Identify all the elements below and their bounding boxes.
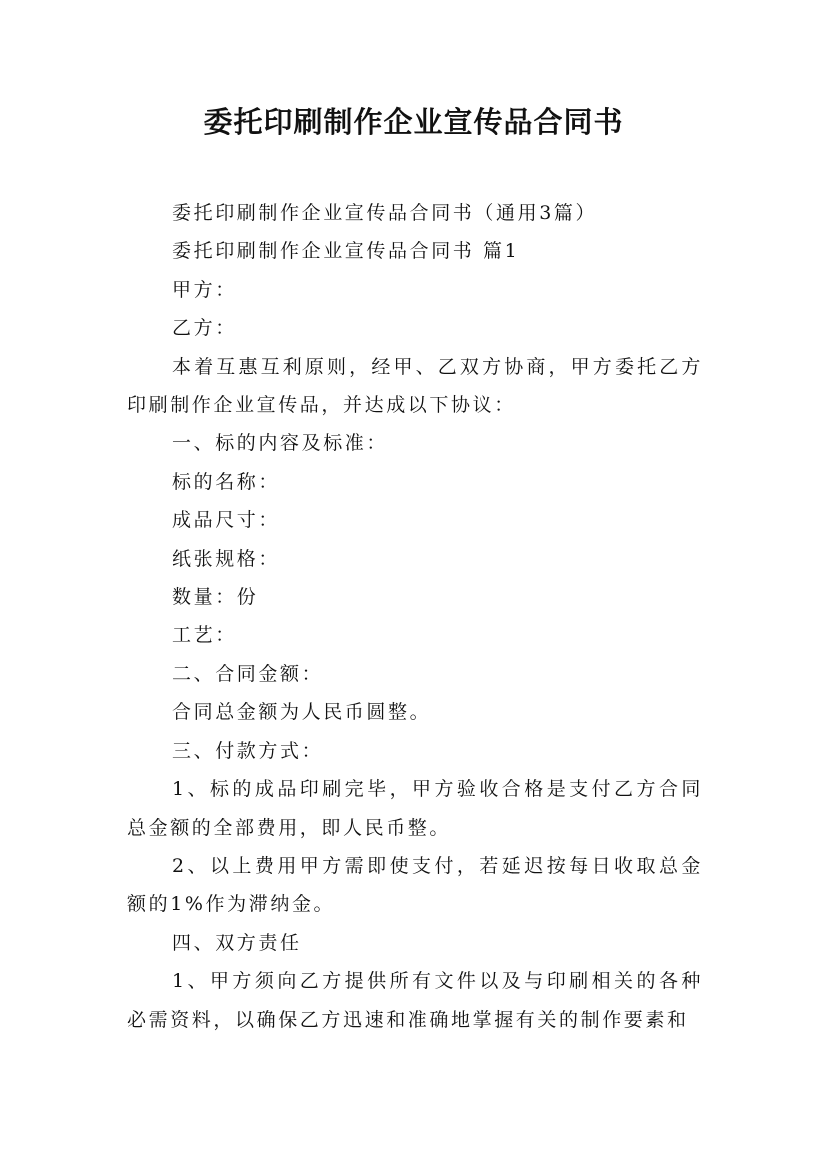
paragraph-clause-3-heading: 三、付款方式：: [172, 739, 324, 762]
paragraph-payment-1: 1、标的成品印刷完毕，甲方验收合格是支付乙方合同总金额的全部费用，即人民币整。: [127, 778, 703, 839]
paragraph-item-name: 标的名称：: [172, 470, 281, 493]
paragraph-party-a: 甲方：: [172, 278, 237, 301]
paragraph-responsibility-1: 1、甲方须向乙方提供所有文件以及与印刷相关的各种必需资料，以确保乙方迅速和准确地掌握有关的制作要素和: [127, 970, 703, 1031]
document-title: 委托印刷制作企业宣传品合同书: [203, 105, 624, 139]
document-body: [127, 194, 703, 1039]
paragraph-contract-amount: 合同总金额为人民币圆整。: [172, 701, 432, 724]
paragraph-section-heading: 委托印刷制作企业宣传品合同书 篇1: [172, 240, 520, 263]
paragraph-payment-2: 2、以上费用甲方需即使支付，若延迟按每日收取总金额的1%作为滞纳金。: [127, 854, 703, 916]
paragraph-item-quantity: 数量：份: [172, 586, 259, 609]
paragraph-party-b: 乙方：: [172, 317, 237, 340]
paragraph-clause-2-heading: 二、合同金额：: [172, 662, 324, 685]
paragraph-item-process: 工艺：: [172, 624, 237, 647]
paragraph-clause-1-heading: 一、标的内容及标准：: [172, 432, 389, 455]
paragraph-preamble: 本着互惠互利原则，经甲、乙双方协商，甲方委托乙方印刷制作企业宣传品，并达成以下协议：: [127, 355, 703, 417]
paragraph-item-size: 成品尺寸：: [172, 509, 281, 532]
paragraph-subtitle: 委托印刷制作企业宣传品合同书（通用3篇）: [172, 202, 598, 224]
paragraph-clause-4-heading: 四、双方责任: [172, 931, 302, 954]
paragraph-item-paper: 纸张规格：: [172, 547, 281, 570]
